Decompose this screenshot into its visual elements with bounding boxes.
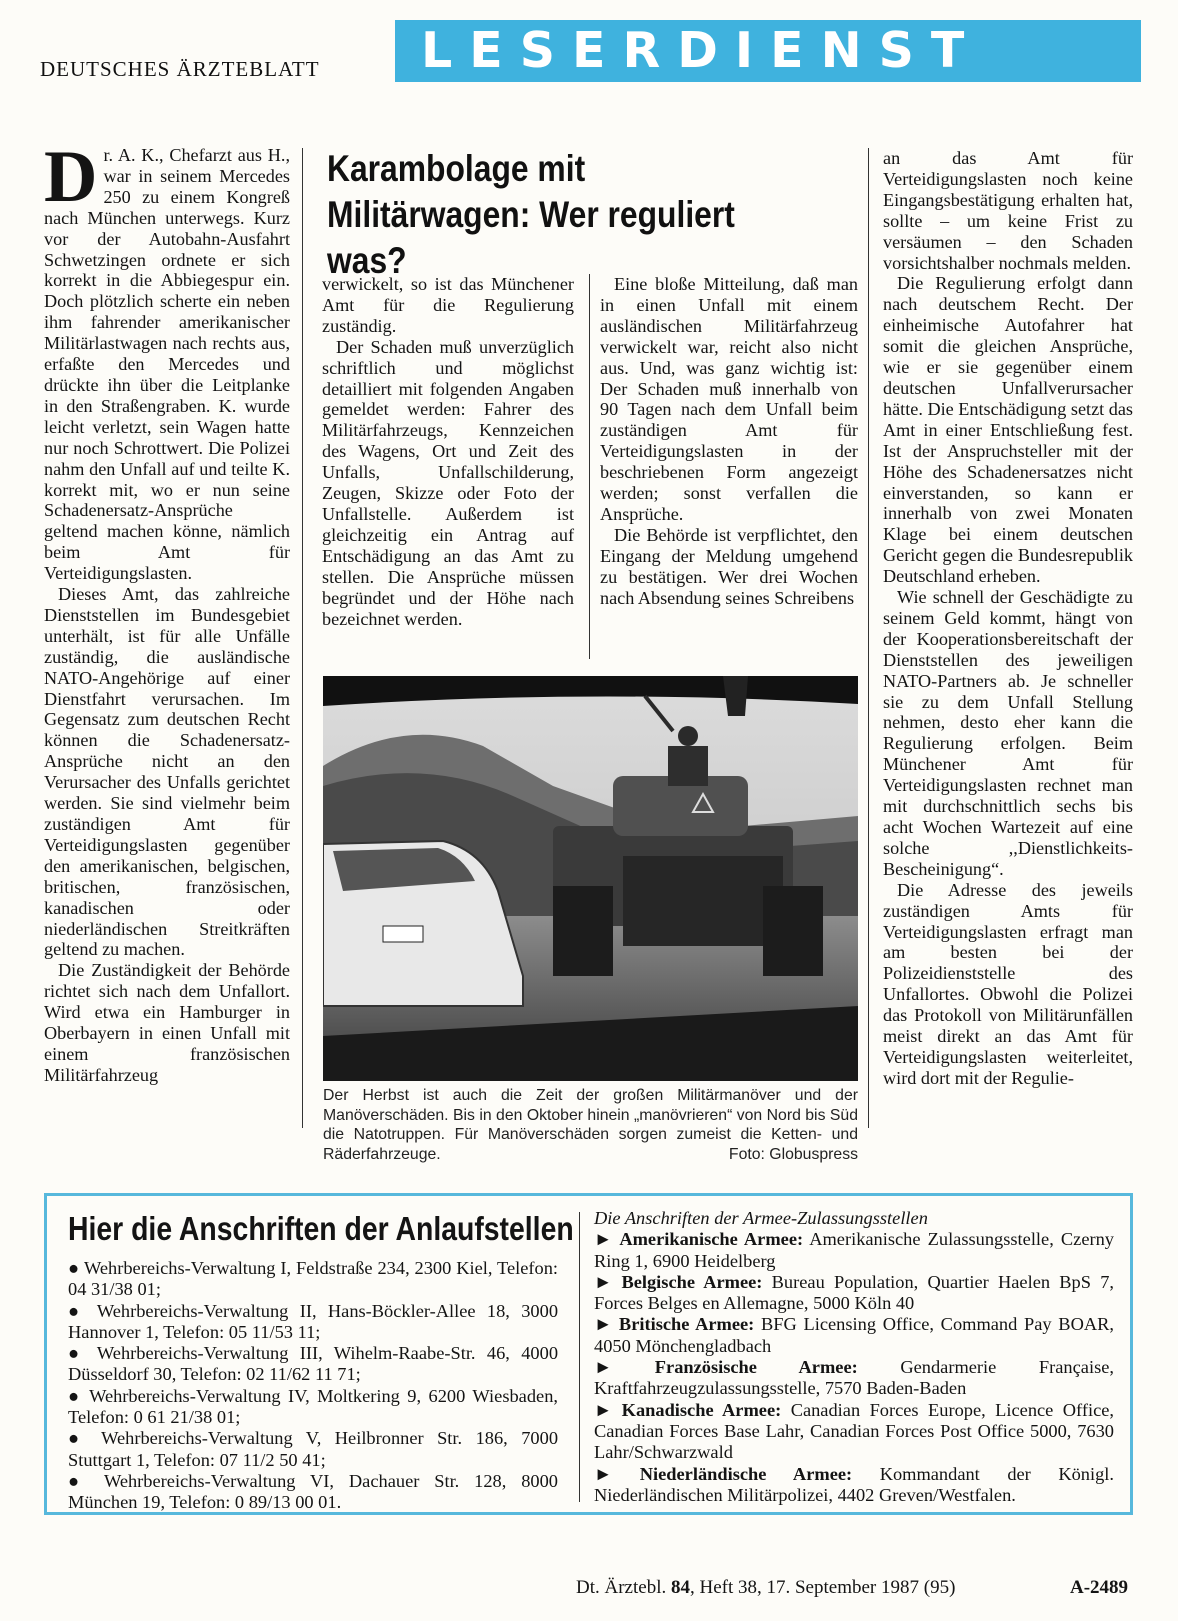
list-item: ● Wehrbereichs-Verwaltung V, Heilbronner Str. 186, 7000 Stuttgart 1, Telefon: 07 11/2 50 41; <box>68 1428 559 1470</box>
article-paragraph: Die Adresse des jeweils zuständigen Amts für Verteidigungslasten erfragt man am besten bei der Polizeidienststelle des Unfallortes. Obwohl die Polizei das Protokoll von Militärunfällen meist direkt an das Amt für Verteidigungslasten weiterleitet, wird dort mit der Regulie- <box>883 879 1133 1088</box>
column-rule <box>868 148 869 1128</box>
article-paragraph: Dr. A. K., Chefarzt aus H., war in seinem Mercedes 250 zu einem Kongreß nach München unterwegs. Kurz vor der Autobahn-Ausfahrt Schwetzingen ordnete er sich korrekt in die Abbiegespur ein. Doch plötzlich scherte ein neben ihm fahrender amerikanischer Militärlastwagen nach rechts aus, erfaßte den Mercedes und drückte ihn über die Leitplanke in den Straßengraben. K. wurde leicht verletzt, sein Wagen hatte nur noch Schrottwert. Die Polizei nahm den Unfall auf und teilte K. korrekt mit, wo er nun seine Schadenersatz-Ansprüche geltend machen könne, nämlich beim Amt für Verteidigungslasten. <box>44 136 290 584</box>
article-column-4 <box>883 148 1133 1089</box>
article-paragraph: Die Zuständigkeit der Behörde richtet sich nach dem Unfallort. Wird etwa ein Hamburger in Oberbayern in einen Unfall mit einem französischen Militärfahrzeug <box>44 960 290 1085</box>
list-item: ● Wehrbereichs-Verwaltung IV, Moltkering 9, 6200 Wiesbaden, Telefon: 0 61 21/38 01; <box>68 1385 558 1428</box>
list-item: ► Amerikanische Armee: Amerikanische Zulassungsstelle, Czerny Ring 1, 6900 Heidelberg <box>594 1229 1115 1271</box>
tank-photo <box>323 676 858 1081</box>
box-column-rule <box>579 1212 580 1502</box>
article-paragraph: Dieses Amt, das zahlreiche Dienststellen im Bundesgebiet unterhält, ist für alle Unfälle zuständig, die ausländische NATO-Angehörige auf einer Dienstfahrt verursachen. Im Gegensatz zum deutschen Recht können die Schadenersatz-Ansprüche nicht an den Verursacher des Unfalls gerichtet werden. Sie sind vielmehr beim zuständigen Amt für Verteidigungslasten gegenüber den amerikanischen, belgischen, britischen, französischen, kanadischen oder niederländischen Streitkräften geltend zu machen. <box>44 584 290 960</box>
article-paragraph: Die Behörde ist verpflichtet, den Eingang der Meldung umgehend zu bestätigen. Wer drei Wochen nach Absendung seines Schreibens <box>600 524 858 608</box>
list-item: ● Wehrbereichs-Verwaltung VI, Dachauer Str. 128, 8000 München 19, Telefon: 0 89/13 00 01. <box>68 1470 558 1513</box>
article-paragraph: Der Schaden muß unverzüglich schriftlich und möglichst detailliert mit folgenden Angaben gemeldet werden: Fahrer des Militärfahrzeugs, Kennzeichen des Wagens, Ort und Zeit des Unfalls, Unfallschilderung, Zeugen, Skizze oder Foto der Unfallstelle. Außerdem ist gleichzeitig ein Antrag auf Entschädigung an das Amt zu stellen. Die Ansprüche müssen begründet und der Höhe nach bezeichnet werden. <box>322 336 574 629</box>
article-column-2 <box>322 274 574 629</box>
list-item: ► Kanadische Armee: Canadian Forces Europe, Licence Office, Canadian Forces Base Lahr, Canadian Forces Post Office 5000, 7630 Lahr/Schwarzwald <box>594 1399 1114 1463</box>
armee-list <box>594 1208 1114 1506</box>
section-banner <box>395 20 1141 82</box>
article-column-3 <box>600 274 858 609</box>
masthead: DEUTSCHES ÄRZTEBLATT <box>40 57 320 81</box>
list-item: ● Wehrbereichs-Verwaltung III, Wihelm-Raabe-Str. 46, 4000 Düsseldorf 30, Telefon: 02 11/62 11 71; <box>68 1343 559 1385</box>
drop-cap: D <box>44 136 98 218</box>
footer-citation <box>576 1577 955 1599</box>
page-number: A-2489 <box>1070 1577 1129 1598</box>
wehrbereich-list <box>68 1258 558 1514</box>
volume-number: 84 <box>670 1577 690 1598</box>
address-box-title: Hier die Anschriften der Anlaufstellen <box>68 1210 574 1247</box>
photo-caption <box>323 1086 858 1164</box>
armee-list-title: Die Anschriften der Armee-Zulassungsstellen <box>594 1208 928 1228</box>
article-paragraph: Wie schnell der Geschädigte zu seinem Geld kommt, hängt von der Kooperationsbereitschaft der Dienststellen des jeweiligen NATO-Partners ab. Je schneller sie zu dem Unfall Stellung nehmen, desto eher kann die Regulierung erfolgen. Beim Münchener Amt für Verteidigungslasten rechnet man mit durchschnittlich sechs bis acht Wochen Wartezeit auf eine solche ,,Dienstlichkeits-Bescheinigung“. <box>883 587 1133 879</box>
article-column-1 <box>44 136 290 1086</box>
column-rule <box>302 148 303 1128</box>
list-item: ► Britische Armee: BFG Licensing Office, Command Pay BOAR, 4050 Mönchengladbach <box>594 1314 1114 1356</box>
journal-name: Dt. Ärztebl. <box>576 1577 667 1598</box>
list-item: ● Wehrbereichs-Verwaltung II, Hans-Böckler-Allee 18, 3000 Hannover 1, Telefon: 05 11/53 11; <box>68 1300 559 1342</box>
article-paragraph: Eine bloße Mitteilung, daß man in einen Unfall mit einem ausländischen Militärfahrzeug verwickelt war, reicht also nicht aus. Und, was ganz wichtig ist: Der Schaden muß innerhalb von 90 Tagen nach dem Unfall beim zuständigen Amt für Verteidigungslasten in der beschriebenen Form angezeigt werden; sonst verfallen die Ansprüche. <box>600 274 858 524</box>
list-item: ► Belgische Armee: Bureau Population, Quartier Haelen BpS 7, Forces Belges en Allemagne, 5000 Köln 40 <box>594 1271 1114 1314</box>
column-rule <box>589 274 590 659</box>
photo-credit: Foto: Globuspress <box>728 1145 858 1163</box>
article-headline: Karambolage mit Militärwagen: Wer reguliert was? <box>327 148 735 281</box>
list-item: ► Französische Armee: Gendarmerie Française, Kraftfahrzeugzulassungsstelle, 7570 Baden-Baden <box>594 1357 1114 1399</box>
article-paragraph: an das Amt für Verteidigungslasten noch keine Eingangsbestätigung erhalten hat, sollte – um keine Frist zu versäumen – den Schaden vorsichtshalber nochmals melden. <box>883 148 1133 273</box>
section-title: LESERDIENST <box>421 22 982 79</box>
list-item: ► Niederländische Armee: Kommandant der Königl. Niederländischen Militärpolizei, 4402 Greven/Westfalen. <box>594 1463 1115 1505</box>
caption-text: Der Herbst ist auch die Zeit der großen Militärmanöver und der Manöverschäden. Bis in den Oktober hinein „manövrieren“ von Nord bis Süd die Natotruppen. Für Manöverschäden sorgen zumeist die Ketten- und Räderfahrzeuge. <box>323 1087 858 1163</box>
list-item: ● Wehrbereichs-Verwaltung I, Feldstraße 234, 2300 Kiel, Telefon: 04 31/38 01; <box>68 1258 559 1300</box>
article-paragraph: Die Regulierung erfolgt dann nach deutschem Recht. Der einheimische Autofahrer hat somit die gleichen Ansprüche, wie er sie gegenüber einem deutschen Unfallverursacher hätte. Die Entschädigung setzt das Amt in einer Entschließung fest. Ist der Anspruchsteller mit der Höhe des Schadenersatzes nicht einverstanden, so kann er innerhalb von zwei Monaten Klage bei einem deutschen Gericht gegen die Bundesrepublik Deutschland erheben. <box>883 273 1134 587</box>
issue-info: , Heft 38, 17. September 1987 (95) <box>689 1577 956 1598</box>
article-paragraph: verwickelt, so ist das Münchener Amt für die Regulierung zuständig. <box>322 274 574 336</box>
